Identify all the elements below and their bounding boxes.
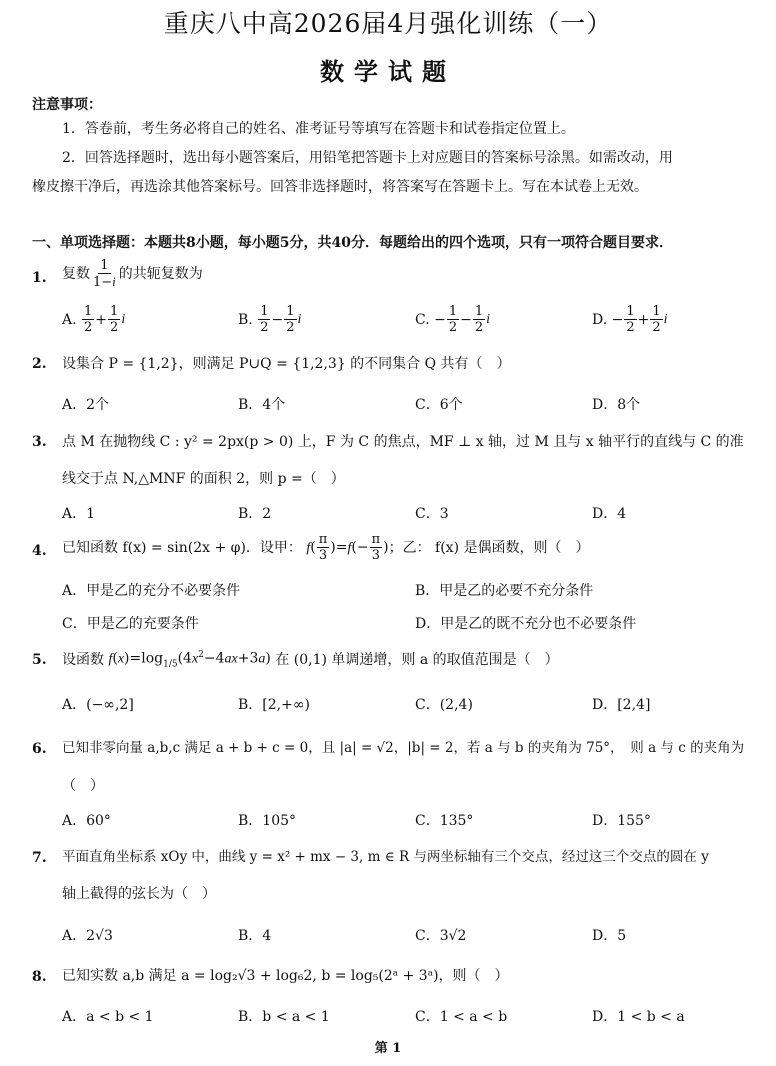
q4-option-a[interactable]: A．甲是乙的充分不必要条件 — [62, 583, 241, 599]
notice-item-1: 1．答卷前，考生务必将自己的姓名、准考证号等填写在答题卡和试卷指定位置上。 — [62, 121, 575, 137]
q3-number: 3. — [32, 434, 47, 450]
q8-option-b[interactable]: B．b < a < 1 — [238, 1009, 330, 1025]
q1-pre: 复数 — [62, 266, 90, 282]
q4-text — [62, 532, 590, 563]
q3-text-line1: 点 M 在抛物线 C : y² = 2px(p > 0) 上，F 为 C 的焦点，MF ⊥ x 轴，过 M 且与 x 轴平行的直线与 C 的准 — [62, 434, 744, 450]
q4-number: 4. — [32, 543, 47, 559]
page-number: 第 1 — [374, 1041, 402, 1056]
q1-option-b[interactable]: B. $\frac{1}{2}$ − $\frac{1}{2}$ i — [238, 304, 302, 335]
q1-number: 1. — [32, 270, 47, 286]
q1-text — [62, 258, 203, 290]
q4-option-c[interactable]: C．甲是乙的充要条件 — [62, 616, 199, 632]
q2-option-d[interactable]: D．8个 — [592, 397, 641, 413]
q2-text: 设集合 P = {1,2}，则满足 P∪Q = {1,2,3} 的不同集合 Q 共有（ ） — [62, 356, 511, 372]
q3-option-c[interactable]: C．3 — [415, 506, 449, 522]
q2-option-a[interactable]: A．2个 — [62, 397, 110, 413]
q5-option-b[interactable]: B．[2,+∞) — [238, 697, 310, 713]
q1-fraction: $\frac{1}{1-i}$ — [93, 258, 116, 290]
q6-option-a[interactable]: A．60° — [62, 813, 111, 829]
q6-option-b[interactable]: B．105° — [238, 813, 297, 829]
q7-option-a[interactable]: A．2√3 — [62, 928, 113, 944]
q5-option-c[interactable]: C．(2,4) — [415, 697, 473, 713]
q2-number: 2. — [32, 356, 47, 372]
notice-item-2-cont: 橡皮擦干净后，再选涂其他答案标号。回答非选择题时，将答案写在答题卡上。写在本试卷上无效。 — [32, 179, 648, 195]
q8-option-a[interactable]: A．a < b < 1 — [62, 1009, 154, 1025]
notice-heading: 注意事项： — [32, 97, 102, 113]
q7-text-line2: 轴上截得的弦长为（ ） — [62, 886, 216, 902]
q6-option-c[interactable]: C．135° — [415, 813, 474, 829]
q2-option-b[interactable]: B．4个 — [238, 397, 286, 413]
q7-option-b[interactable]: B．4 — [238, 928, 272, 944]
q1-option-a[interactable]: A. $\frac{1}{2}$ + $\frac{1}{2}$ i — [62, 304, 126, 335]
notice-item-2: 2．回答选择题时，选出每小题答案后，用铅笔把答题卡上对应题目的答案标号涂黑。如需改动，用 — [62, 150, 673, 166]
q4-condition: f( $\frac{\pi}{3}$ )=f(− $\frac{\pi}{3}$ ) — [306, 532, 389, 563]
q6-option-d[interactable]: D．155° — [592, 813, 651, 829]
q1-post: 的共轭复数为 — [118, 266, 203, 282]
q7-number: 7. — [32, 850, 47, 866]
q8-option-c[interactable]: C．1 < a < b — [415, 1009, 508, 1025]
q3-option-b[interactable]: B．2 — [238, 506, 272, 522]
exam-title: 重庆八中高2026届4月强化训练（一） — [163, 9, 613, 38]
q5-option-d[interactable]: D．[2,4] — [592, 697, 651, 713]
section-heading: 一、单项选择题：本题共8小题，每小题5分，共40分．每题给出的四个选项，只有一项符合题目要求． — [32, 235, 673, 251]
q7-text-line1: 平面直角坐标系 xOy 中，曲线 y = x² + mx − 3, m ∈ R 与两坐标轴有三个交点，经过这三个交点的圆在 y — [62, 849, 709, 865]
q8-option-d[interactable]: D．1 < b < a — [592, 1009, 685, 1025]
q8-text: 已知实数 a,b 满足 a = log₂√3 + log₆2, b = log₅(2ᵃ + 3ᵃ)，则（ ） — [62, 968, 509, 984]
q7-option-d[interactable]: D．5 — [592, 928, 627, 944]
q5-pre: 设函数 — [62, 651, 104, 668]
q6-text-line2: （ ） — [62, 778, 104, 794]
q3-option-a[interactable]: A．1 — [62, 506, 96, 522]
q1-option-c[interactable]: C. − $\frac{1}{2}$ − $\frac{1}{2}$ i — [415, 304, 491, 335]
q2-option-c[interactable]: C．6个 — [415, 397, 463, 413]
q4-pre: 已知函数 f(x) = sin(2x + φ)．设甲： — [62, 539, 302, 556]
q8-number: 8. — [32, 969, 47, 985]
q5-option-a[interactable]: A．(−∞,2] — [62, 697, 134, 713]
q5-post: 在 (0,1) 单调递增，则 a 的取值范围是（ ） — [275, 651, 559, 668]
q4-option-d[interactable]: D．甲是乙的既不充分也不必要条件 — [415, 616, 637, 632]
q6-number: 6. — [32, 741, 47, 757]
q6-text-line1: 已知非零向量 a,b,c 满足 a + b + c = 0，且 |a| = √2，|b| = 2，若 a 与 b 的夹角为 75°， 则 a 与 c 的夹角为 — [62, 740, 745, 756]
q3-text-line2: 线交于点 N,△MNF 的面积 2，则 p =（ ） — [62, 471, 345, 487]
exam-subtitle: 数学试题 — [320, 57, 456, 86]
q4-option-b[interactable]: B．甲是乙的必要不充分条件 — [415, 583, 594, 599]
q5-text — [62, 645, 559, 674]
q7-option-c[interactable]: C．3√2 — [415, 928, 467, 944]
q4-post: ；乙： f(x) 是偶函数，则（ ） — [388, 539, 590, 556]
q1-option-d[interactable]: D. − $\frac{1}{2}$ + $\frac{1}{2}$ i — [592, 304, 668, 335]
q5-function: $f(x)=\log_{1/5}(4x^2-4ax+3a)$ — [108, 650, 276, 670]
q5-number: 5. — [32, 652, 47, 668]
q3-option-d[interactable]: D．4 — [592, 506, 627, 522]
